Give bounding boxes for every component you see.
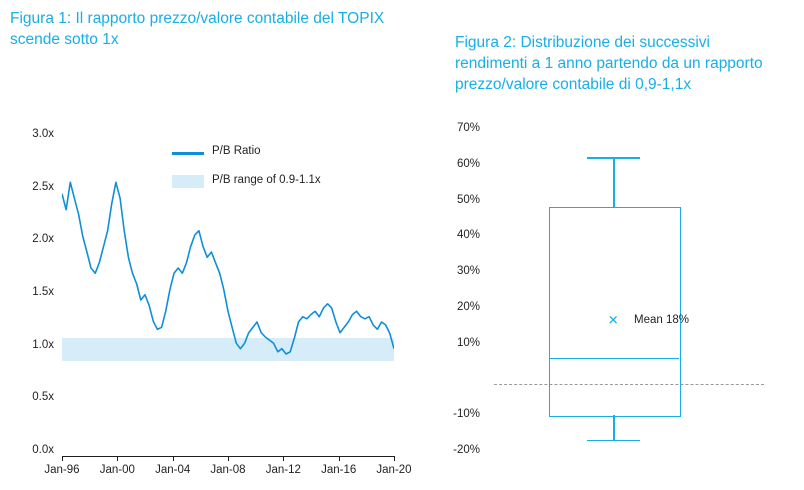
x-axis-tick-label: Jan-16 <box>321 464 357 476</box>
figure-1-plot-area <box>44 134 412 476</box>
x-axis-tick-label: Jan-08 <box>210 464 246 476</box>
box-plot-lower-whisker <box>613 415 615 440</box>
x-axis-tick-label: Jan-96 <box>44 464 80 476</box>
x-axis-tick-label: Jan-20 <box>376 464 412 476</box>
y-axis-tick-label: 1.5x <box>32 286 54 298</box>
box-plot-median <box>549 358 679 360</box>
x-axis-tick <box>117 456 118 461</box>
x-axis-tick <box>339 456 340 461</box>
x-axis-tick-label: Jan-04 <box>155 464 191 476</box>
figure-2-chart <box>436 122 796 458</box>
y-axis-tick-label: 50% <box>456 193 480 206</box>
box-plot-lower-cap <box>587 440 640 442</box>
y-axis-tick-label: -10% <box>453 408 480 421</box>
legend-label-pb-range: P/B range of 0.9-1.1x <box>212 174 321 186</box>
y-axis-tick-label: 20% <box>456 300 480 313</box>
y-axis-tick-label: 3.0x <box>32 128 54 140</box>
y-axis-tick-label: -20% <box>453 444 480 456</box>
figure-1-title: Figura 1: Il rapporto prezzo/valore contabile del TOPIX scende sotto 1x <box>10 10 385 48</box>
x-axis-tick <box>62 456 63 461</box>
figure-2-panel <box>430 0 804 490</box>
x-axis-tick-label: Jan-12 <box>265 464 301 476</box>
box-plot-upper-whisker <box>613 157 615 207</box>
figure-2-title: Figura 2: Distribuzione dei successivi rendimenti a 1 anno partendo da un rapporto prezzo/valore contabile di 0,9-1,1x <box>455 34 763 93</box>
y-axis-tick-label: 0.0x <box>32 444 54 456</box>
y-axis-tick-label: 60% <box>456 157 480 170</box>
mean-label: Mean 18% <box>634 314 689 326</box>
y-axis-tick-label: 40% <box>456 229 480 242</box>
x-axis-tick <box>228 456 229 461</box>
legend-label-pb-ratio: P/B Ratio <box>212 145 261 157</box>
figure-2-plot-area <box>494 134 764 456</box>
x-axis-tick <box>394 456 395 461</box>
y-axis-tick-label: 2.5x <box>32 180 54 193</box>
y-axis-tick-label: 30% <box>456 265 480 278</box>
y-axis-tick-label: 1.0x <box>32 338 54 351</box>
x-axis-tick <box>283 456 284 461</box>
y-axis-tick-label: 0.5x <box>32 391 54 404</box>
mean-marker-icon: ✕ <box>607 312 619 328</box>
x-axis-tick-label: Jan-00 <box>99 464 135 476</box>
y-axis-tick-label: 2.0x <box>32 233 54 246</box>
box-plot-upper-cap <box>587 157 640 159</box>
legend-band-swatch <box>172 175 204 188</box>
legend-line-swatch <box>172 152 204 155</box>
y-axis-tick-label: 10% <box>456 336 480 349</box>
figure-1-chart <box>14 128 414 476</box>
y-axis-tick-label: 70% <box>456 122 480 134</box>
x-axis-tick <box>173 456 174 461</box>
